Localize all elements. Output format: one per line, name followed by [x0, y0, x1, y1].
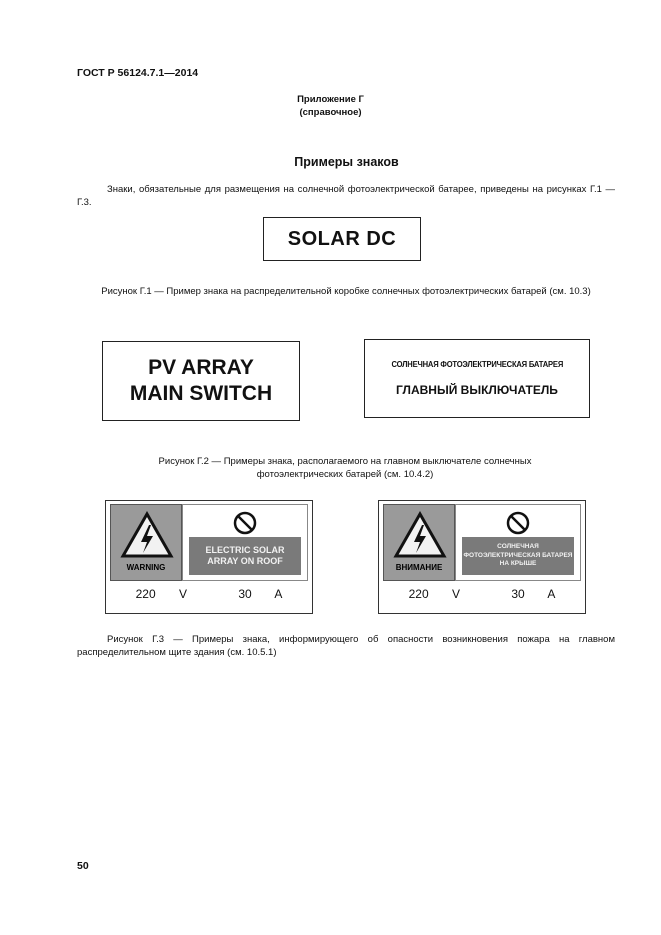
page-number: 50 [77, 860, 89, 872]
message-line2: ARRAY ON ROOF [207, 556, 283, 566]
high-voltage-warning-icon [393, 511, 447, 559]
solar-dc-sign: SOLAR DC [263, 217, 421, 261]
warning-sign-en [105, 500, 313, 614]
ru-main-switch-sign [364, 339, 590, 418]
warning-label: WARNING [126, 563, 166, 572]
message-panel [182, 504, 308, 581]
high-voltage-warning-icon [120, 511, 174, 559]
annex-heading [0, 93, 661, 119]
pv-sign-line2: MAIN SWITCH [129, 382, 273, 405]
current-value: 30 A [238, 587, 283, 601]
ru-sign-line1: СОЛНЕЧНАЯ ФОТОЭЛЕКТРИЧЕСКАЯ БАТАРЕЯ [391, 360, 563, 369]
message-line2: ФОТОЭЛЕКТРИЧЕСКАЯ БАТАРЕЯ [463, 551, 573, 559]
voltage-value: 220 V [408, 587, 460, 601]
fire-message-box [189, 537, 301, 575]
document-header: ГОСТ Р 56124.7.1—2014 [77, 67, 199, 79]
intro-paragraph: Знаки, обязательные для размещения на солнечной фотоэлектрической батарее, приведены на рисунках Г.1 — Г.3. [77, 184, 615, 208]
fire-message-box [462, 537, 574, 575]
warning-panel [383, 504, 455, 581]
rating-values [106, 587, 312, 601]
annex-subtitle: (справочное) [299, 107, 362, 118]
warning-label: ВНИМАНИЕ [395, 563, 443, 572]
voltage-value: 220 V [135, 587, 187, 601]
pv-sign-line1: PV ARRAY [148, 356, 254, 379]
pv-array-switch-sign [102, 341, 300, 421]
message-line3: НА КРЫШЕ [499, 560, 537, 568]
figure2-caption [110, 455, 580, 481]
figure2-caption-line1: Рисунок Г.2 — Примеры знака, располагаемого на главном выключателе солнечных [158, 456, 532, 467]
message-line1: ELECTRIC SOLAR [205, 545, 285, 555]
current-value: 30 A [511, 587, 556, 601]
section-title: Примеры знаков [294, 155, 399, 169]
annex-title: Приложение Г [297, 94, 364, 105]
prohibition-icon [506, 511, 530, 535]
figure1-caption: Рисунок Г.1 — Пример знака на распределительной коробке солнечных фотоэлектрических батарей (см. 10.3) [101, 286, 591, 297]
warning-panel [110, 504, 182, 581]
figure3-caption: Рисунок Г.3 — Примеры знака, информирующего об опасности возникновения пожара на главном распределительном щите здания (см. 10.5.1) [77, 634, 615, 658]
rating-values [379, 587, 585, 601]
ru-sign-line2: ГЛАВНЫЙ ВЫКЛЮЧАТЕЛЬ [396, 383, 558, 397]
message-panel [455, 504, 581, 581]
prohibition-icon [233, 511, 257, 535]
warning-sign-ru [378, 500, 586, 614]
figure2-caption-line2: фотоэлектрических батарей (см. 10.4.2) [256, 469, 434, 480]
message-line1: СОЛНЕЧНАЯ [497, 543, 539, 551]
